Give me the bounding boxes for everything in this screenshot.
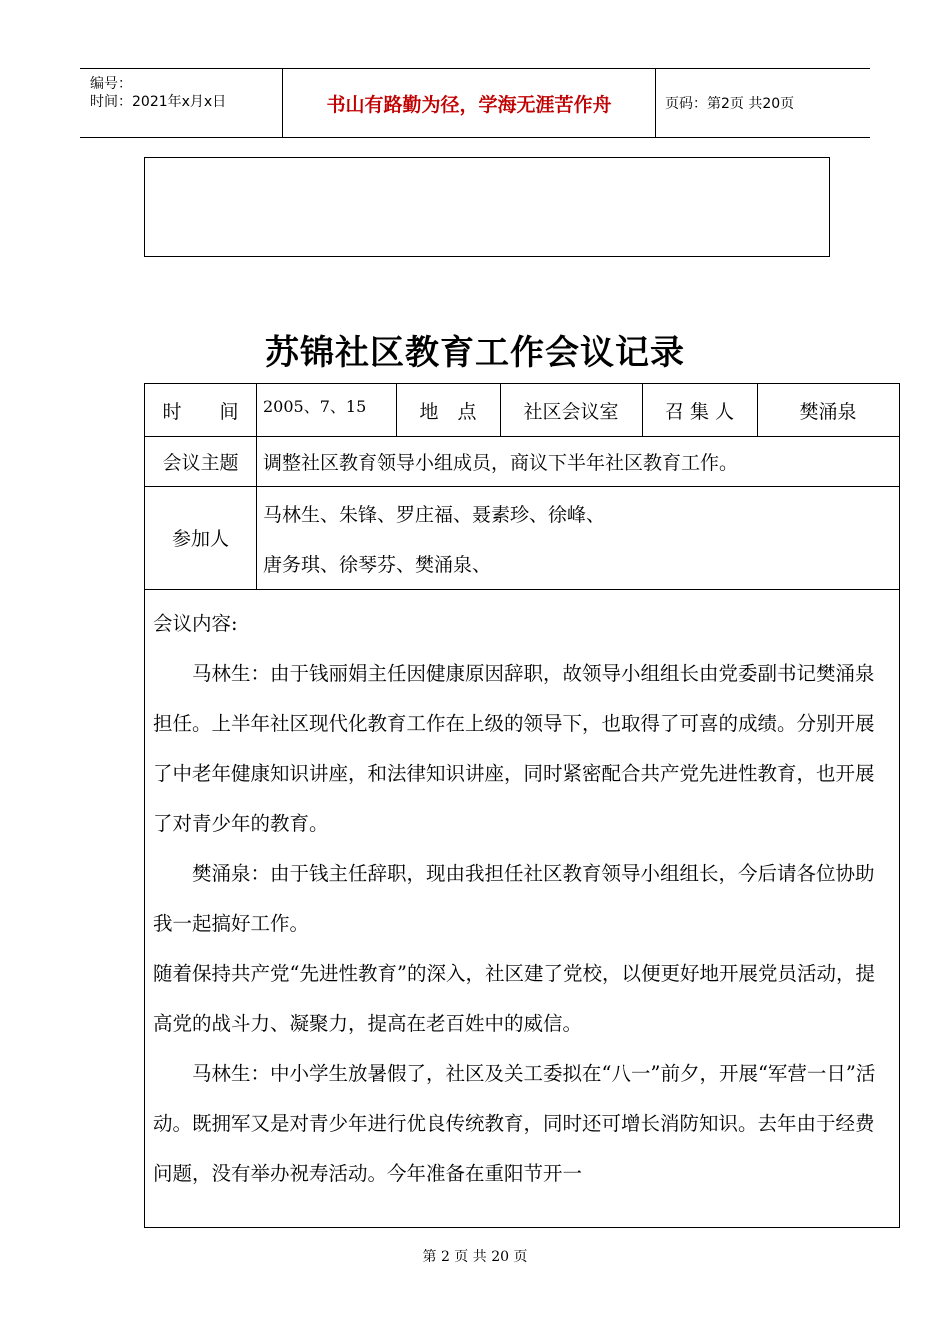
content-paragraph: 马林生：中小学生放暑假了，社区及关工委拟在“八一”前夕，开展“军营一日”活动。既拥军又是对青少年进行优良传统教育，同时还可增长消防知识。去年由于经费问题，没有举办祝寿活动。今年准备在重阳节开一 — [153, 1062, 876, 1185]
document-title: 苏锦社区教育工作会议记录 — [265, 333, 685, 373]
time-value: 2005、7、15 — [263, 397, 367, 416]
row-divider — [145, 486, 899, 487]
meeting-record-table — [144, 383, 900, 1228]
content-paragraph: 随着保持共产党“先进性教育”的深入，社区建了党校，以便更好地开展党员活动，提高党的战斗力、凝聚力，提高在老百姓中的威信。 — [153, 962, 875, 1035]
attendees-line-1: 马林生、朱锋、罗庄福、聂素珍、徐峰、 — [263, 504, 606, 526]
content-heading: 会议内容: — [153, 612, 238, 635]
row-divider — [145, 589, 899, 590]
topic-value: 调整社区教育领导小组成员，商议下半年社区教育工作。 — [263, 451, 739, 474]
number-label: 编号： — [90, 76, 132, 92]
place-label: 地 点 — [419, 400, 477, 423]
convener-label: 召 集 人 — [664, 400, 735, 423]
attendees-label: 参加人 — [171, 528, 229, 550]
time-label: 时 间 — [162, 400, 239, 423]
content-paragraph: 马林生：由于钱丽娟主任因健康原因辞职，故领导小组组长由党委副书记樊涌泉担任。上半年社区现代化教育工作在上级的领导下，也取得了可喜的成绩。分别开展了中老年健康知识讲座，和法律知识讲座，同时紧密配合共产党先进性教育，也开展了对青少年的教育。 — [153, 662, 875, 835]
page-header — [80, 68, 870, 138]
attendees-line-2: 唐务琪、徐琴芬、樊涌泉、 — [263, 554, 492, 576]
convener-value: 樊涌泉 — [799, 400, 857, 423]
content-paragraph: 樊涌泉：由于钱主任辞职，现由我担任社区教育领导小组组长，今后请各位协助我一起搞好工作。 — [153, 862, 875, 935]
meeting-content — [153, 599, 893, 1199]
blank-box — [144, 157, 830, 257]
page-footer: 第 2 页 共 20 页 — [422, 1249, 528, 1265]
topic-label: 会议主题 — [162, 451, 239, 474]
date-label: 时间：2021年x月x日 — [90, 94, 227, 110]
place-value: 社区会议室 — [523, 400, 619, 423]
col-divider — [256, 384, 257, 589]
header-meta — [80, 69, 282, 137]
header-motto: 书山有路勤为径，学海无涯苦作舟 — [282, 69, 656, 137]
header-page-label: 页码：第2页 共20页 — [665, 96, 795, 112]
